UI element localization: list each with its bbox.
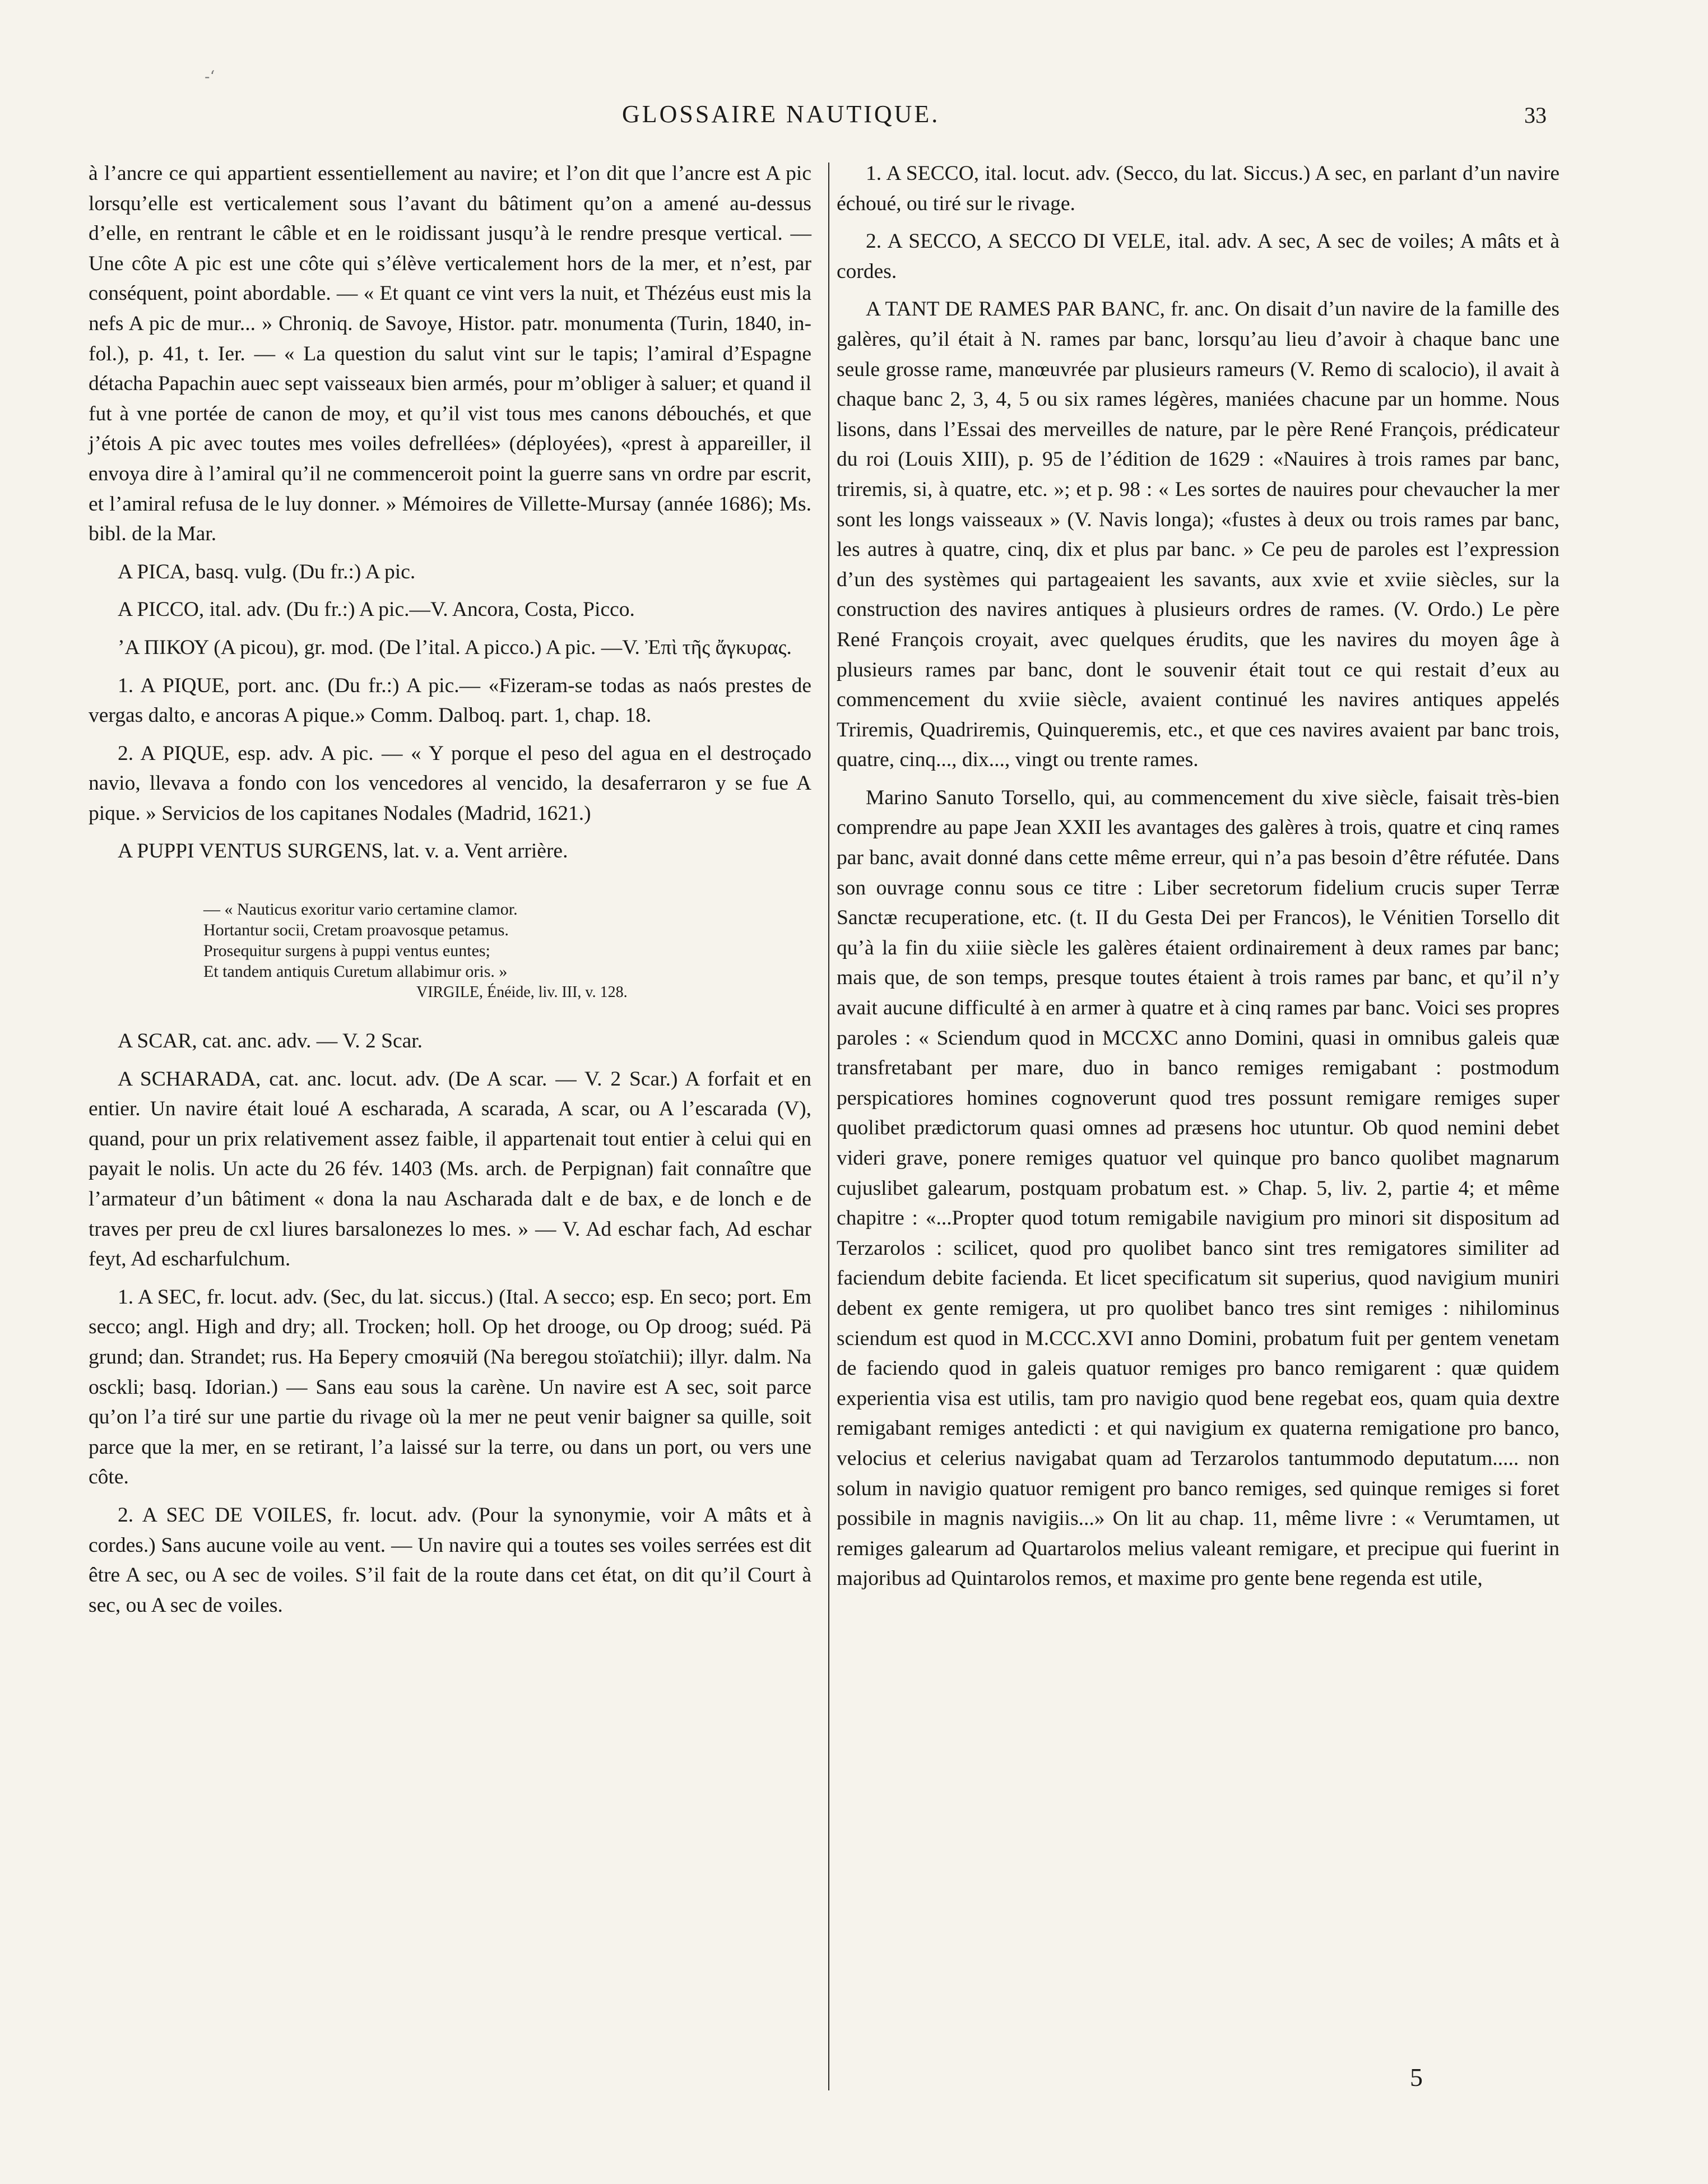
running-title: GLOSSAIRE NAUTIQUE. [622, 100, 940, 128]
entry-a-secco: 1. A SECCO, ital. locut. adv. (Secco, du lat. Siccus.) A sec, en parlant d’un navire échoué, ou tiré sur le rivage. [837, 162, 1560, 215]
entry-a-picou: ’Α ΠΙΚΟΥ (A picou), gr. mod. (De l’ital. A picco.) A pic. —V. Ἐπὶ τῆς ἄγκυρας. [118, 636, 792, 659]
entry-a-scar: A SCAR, cat. anc. adv. — V. 2 Scar. [118, 1030, 423, 1053]
entry-a-sec: 1. A SEC, fr. locut. adv. (Sec, du lat. siccus.) (Ital. A secco; esp. En seco; port. Em secco; angl. High and dry; all. Trocken; holl. Op het drooge, ou Op droog; suéd. Pä grund; dan. Strandet; rus. Ha Берегу cmoячiй (Na beregou stoïatchii); illyr. dalm. Na osckli; basq. Idorian.) — Sans eau sous la carène. Un navire est A sec, soit parce qu’on l’a tiré sur une partie du rivage où la mer ne peut venir baigner sa quille, soit parce que la mer, en se retirant, l’a laissé sur la terre, ou dans un port, ou vers une côte. [89, 1285, 811, 1489]
entry-a-pic-continued: à l’ancre ce qui appartient essentiellement au navire; et l’on dit que l’ancre est A pic lorsqu’elle est verticalement sous l’avant du bâtiment qu’on a amené au-dessus d’elle, en rentrant le câble et en le roidissant jusqu’à le rendre presque vertical. — Une côte A pic est une côte qui s’élève verticalement hors de la mer, et n’est, par conséquent, point abordable. — « Et quant ce vint vers la nuit, et Thézéus eust mis la nefs A pic de mur... » Chroniq. de Savoye, Histor. patr. monumenta (Turin, 1840, in-fol.), p. 41, t. Ier. — « La question du salut vint sur le tapis; l’amiral d’Espagne détacha Papachin auec sept vaisseaux bien armés, pour m’obliger à saluer; et quand il fut à vne portée de canon de moy, et qu’il vist tous mes canons débouchés, et que j’étois A pic avec toutes mes voiles defrellées» (déployées), «prest à appareiller, il envoya dire à l’amiral qu’il ne commenceroit point la guerre sans vn ordre par escrit, et l’amiral refusa de le luy donner. » Mémoires de Villette-Mursay (année 1686); Ms. bibl. de la Mar. [89, 162, 811, 546]
entry-a-pique-esp: 2. A PIQUE, esp. adv. A pic. — « Y porque el peso del agua en el destroçado navio, llevava a fondo con los vencedores al vencido, la desaferraron y se fue A pique. » Servicios de los capitanes Nodales (Madrid, 1621.) [89, 741, 811, 825]
quote-line: Prosequitur surgens à puppi ventus euntes; [203, 942, 490, 961]
verse-quote [203, 899, 811, 1003]
right-column [837, 159, 1560, 1602]
quote-line: Hortantur socii, Cretam proavosque petamus. [203, 921, 509, 940]
quote-line: Et tandem antiquis Curetum allabimur oris. » [203, 962, 508, 981]
entry-a-pica: A PICA, basq. vulg. (Du fr.:) A pic. [118, 560, 416, 583]
column-divider [828, 163, 829, 2090]
entry-a-picco: A PICCO, ital. adv. (Du fr.:) A pic.—V. Ancora, Costa, Picco. [118, 598, 635, 622]
entry-a-puppi: A PUPPI VENTUS SURGENS, lat. v. a. Vent arrière. [118, 840, 568, 863]
signature-mark: 5 [1410, 2063, 1423, 2092]
entry-a-sec-de-voiles: 2. A SEC DE VOILES, fr. locut. adv. (Pour la synonymie, voir A mâts et à cordes.) Sans aucune voile au vent. — Un navire qui a toutes ses voiles serrées est dit être A sec, ou A sec de voiles. S’il fait de la route dans cet état, on dit qu’il Court à sec, ou A sec de voiles. [89, 1503, 811, 1617]
entry-a-secco-di-vele: 2. A SECCO, A SECCO DI VELE, ital. adv. A sec, A sec de voiles; A mâts et à cordes. [837, 230, 1560, 283]
corner-mark: -‘ [205, 67, 215, 86]
left-column [89, 159, 811, 1628]
entry-a-scharada: A SCHARADA, cat. anc. locut. adv. (De A scar. — V. 2 Scar.) A forfait et en entier. Un navire était loué A escharada, A scarada, A scar, ou A l’escarada (V), quand, pour un prix relativement assez faible, il appartenait tout entier à celui qui en payait le nolis. Un acte du 26 fév. 1403 (Ms. arch. de Perpignan) fait connaître que l’armateur d’un bâtiment « dona la nau Ascharada dalt e de bax, e de lonch e de traves per preu de cxl liures barsalonezes lo mes. » — V. Ad eschar fach, Ad eschar feyt, Ad escharfulchum. [89, 1067, 811, 1271]
paragraph-marino-sanuto: Marino Sanuto Torsello, qui, au commencement du xive siècle, faisait très-bien comprendre au pape Jean XXII les avantages des galères à trois, quatre et cinq rames par banc, avait donné dans cette même erreur, qui n’a pas besoin d’être réfutée. Dans son ouvrage connu sous ce titre : Liber secretorum fidelium crucis super Terræ Sanctæ recuperatione, etc. (t. II du Gesta Dei per Francos), le Vénitien Torsello dit qu’à la fin du xiiie siècle les galères étaient ordinairement à deux rames par banc; mais que, de son temps, presque toutes étaient à trois rames par banc, et qu’il n’y avait aucune difficulté à en armer à quatre et à cinq rames par banc. Voici ses propres paroles : « Sciendum quod in MCCXC anno Domini, quasi in omnibus galeis quæ transfretabant per mare, duo in banco remiges remigabant : postmodum perspicatiores homines cognoverunt quod tres possunt remigare remiges super quolibet prædictorum quasi omnes ad præsens hoc utuntur. Ob quod nemini debet videri grave, ponere remiges quatuor vel quinque pro banco quolibet magnarum cujuslibet galearum, postquam probatum est. » Chap. 5, liv. 2, partie 4; et même chapitre : «...Propter quod totum remigabile navigium pro minori sit dispositum ad Terzarolos : scilicet, quod pro quolibet banco sint tres remigatores similiter ad faciendum debite facienda. Et licet specificatum sit superius, quod navigium muniri debent ex gente remigera, ut pro quolibet banco tres sint remiges : nihilominus sciendum est quod in M.CCC.XVI anno Domini, probatum fuit per gentem venetam de faciendo quod in galeis quatuor remiges pro banco remigarent : quæ quidem experientia visa est utilis, tam pro navigio quod bene regebat eos, quam quia dextre remigabant remiges antedicti : et qui navigium ex quaterna remigatione pro banco, velocius et celerius navigabat quam ad Terzarolos tantummodo deputatum..... non solum in navigio quatuor remigent pro banco remiges, sed quinque remiges si foret possibile in magnis navigiis...» On lit au chap. 11, même livre : « Verumtamen, ut remiges galearum ad Quartarolos melius valeant remigare, et precipue qui fuerint in majoribus ad Quintarolos remos, et maxime pro gente bene regenda est utile, [837, 786, 1560, 1591]
quote-source: VIRGILE, Énéide, liv. III, v. 128. [416, 984, 628, 1001]
page-number: 33 [1524, 103, 1547, 128]
page-header [0, 100, 1708, 133]
entry-a-pique-port: 1. A PIQUE, port. anc. (Du fr.:) A pic.— «Fizeram-se todas as naós prestes de vergas dalto, e ancoras A pique.» Comm. Dalboq. part. 1, chap. 18. [89, 674, 811, 727]
entry-a-tant-de-rames: A TANT DE RAMES PAR BANC, fr. anc. On disait d’un navire de la famille des galères, qu’il était à N. rames par banc, lorsqu’au lieu d’avoir à chaque banc une seule grosse rame, manœuvrée par plusieurs rameurs (V. Remo di scalocio), il avait à chaque banc 2, 3, 4, 5 ou six rames légères, maniées chacune par un homme. Nous lisons, dans l’Essai des merveilles de nature, par le père René François, prédicateur du roi (Louis XIII), p. 95 de l’édition de 1629 : «Nauires à trois rames par banc, triremis, si, à quatre, etc. »; et p. 98 : « Les sortes de nauires pour chevaucher la mer sont les longs vaisseaux » (V. Navis longa); «fustes à deux ou trois rames par banc, les autres à quatre, cinq, dix et plus par banc. » Ce peu de paroles est l’expression d’un des systèmes qui partageaient les savants, aux xvie et xviie siècles, sur la construction des navires antiques à plusieurs ordres de rames. (V. Ordo.) Le père René François croyait, avec quelques érudits, que les navires du moyen âge à plusieurs rames par banc, dont le souvenir était tout ce qui restait d’eux au commencement du xviie siècle, avaient continué les navires antiques appelés Triremis, Quadriremis, Quinqueremis, etc., et que ces navires avaient par banc trois, quatre, cinq..., dix..., vingt ou trente rames. [837, 298, 1560, 772]
quote-line: — « Nauticus exoritur vario certamine clamor. [203, 900, 518, 919]
